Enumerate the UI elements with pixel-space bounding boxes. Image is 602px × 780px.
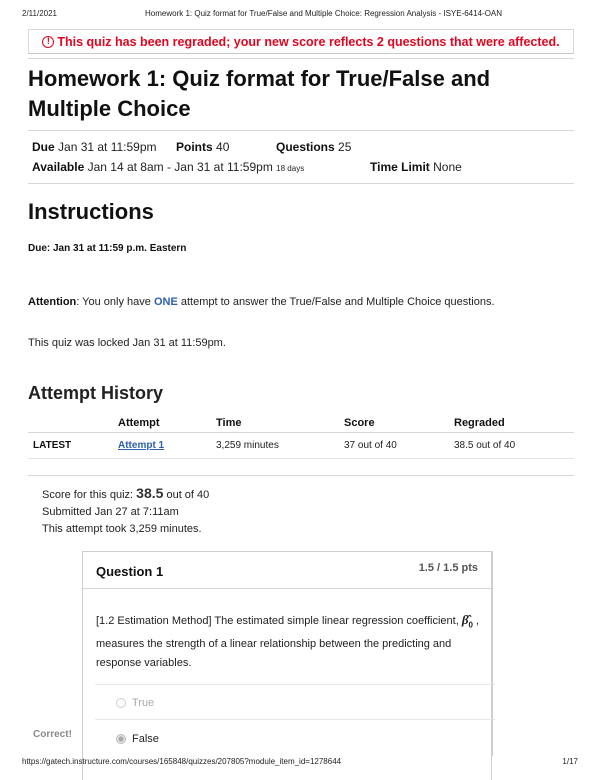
column-header-time: Time <box>216 417 242 429</box>
page-number: 1/17 <box>562 757 578 766</box>
points-label: Points <box>176 140 213 154</box>
attention-emphasis: ONE <box>153 296 178 308</box>
available-value: Jan 14 at 8am - Jan 31 at 11:59pm <box>87 160 273 174</box>
available-days: 18 days <box>276 164 305 173</box>
duration-line: This attempt took 3,259 minutes. <box>42 523 202 535</box>
time-limit-detail <box>370 160 462 174</box>
score-value: 38.5 <box>136 485 164 501</box>
quiz-score-line <box>42 485 209 504</box>
divider <box>95 684 495 685</box>
time-limit-label: Time Limit <box>370 160 430 174</box>
attempt-history-table <box>28 415 574 476</box>
beta-subscript: 0 <box>468 620 473 630</box>
alert-circle-icon: ! <box>42 36 54 48</box>
question-text-pre: [1.2 Estimation Method] The estimated simple linear regression coefficient, <box>96 615 462 627</box>
instructions-due-line: Due: Jan 31 at 11:59 p.m. Eastern <box>28 243 187 254</box>
divider <box>95 719 495 720</box>
answer-option-true[interactable] <box>116 697 154 709</box>
table-header-row <box>28 415 574 432</box>
column-header-attempt: Attempt <box>118 417 160 429</box>
attention-label: Attention <box>28 296 77 308</box>
available-detail <box>32 160 304 174</box>
question-text-post: , measures the strength of a linear relationship between the predicting and response variables. <box>96 615 480 669</box>
points-value: 40 <box>216 140 230 154</box>
questions-value: 25 <box>338 140 352 154</box>
beta-hat-symbol <box>461 612 473 630</box>
question-card-border <box>82 551 83 724</box>
questions-detail <box>276 140 351 154</box>
attention-text-pre: : You only have <box>76 296 154 308</box>
correct-answer-label: Correct! <box>33 729 72 740</box>
divider <box>28 130 574 131</box>
question-text <box>96 610 481 673</box>
submitted-line: Submitted Jan 27 at 7:11am <box>42 506 179 518</box>
locked-note: This quiz was locked Jan 31 at 11:59pm. <box>28 337 226 349</box>
due-value: Jan 31 at 11:59pm <box>58 140 157 154</box>
page-title: Homework 1: Quiz format for True/False and Multiple Choice <box>28 66 491 121</box>
print-date: 2/11/2021 <box>22 9 57 18</box>
attempt-time: 3,259 minutes <box>216 440 279 451</box>
quiz-details-row-1 <box>32 140 157 154</box>
regrade-banner <box>28 29 574 54</box>
divider <box>28 183 574 184</box>
regrade-banner-text: This quiz has been regraded; your new score reflects 2 questions that were affected. <box>57 34 560 49</box>
print-header <box>0 9 602 21</box>
print-url: https://gatech.instructure.com/courses/165848/quizzes/207805?module_item_id=1278644 <box>22 757 342 766</box>
print-title: Homework 1: Quiz format for True/False and Multiple Choice: Regression Analysis - ISYE-6414-OAN <box>145 9 503 18</box>
question-card-border <box>82 746 83 756</box>
attention-text-post: attempt to answer the True/False and Multiple Choice questions. <box>177 296 495 308</box>
column-header-regraded: Regraded <box>454 417 505 429</box>
attempt-regraded-score: 38.5 out of 40 <box>454 440 516 451</box>
attention-note <box>28 296 495 308</box>
question-points: 1.5 / 1.5 pts <box>418 562 478 574</box>
answer-option-false[interactable] <box>116 733 159 745</box>
time-limit-value: None <box>433 160 462 174</box>
question-card-border <box>492 551 493 756</box>
question-card <box>82 551 492 780</box>
radio-unselected-icon[interactable] <box>116 698 126 708</box>
table-row <box>28 433 574 458</box>
available-label: Available <box>32 160 85 174</box>
beta-symbol: β̂ <box>461 612 469 627</box>
score-suffix: out of 40 <box>163 489 210 501</box>
instructions-heading: Instructions <box>28 199 154 224</box>
radio-selected-icon[interactable] <box>116 734 126 744</box>
answer-label: False <box>132 733 159 745</box>
attempt-score: 37 out of 40 <box>344 440 397 451</box>
score-summary <box>42 485 209 538</box>
due-label: Due <box>32 140 55 154</box>
questions-label: Questions <box>276 140 335 154</box>
row-label-latest: LATEST <box>33 440 72 451</box>
score-prefix: Score for this quiz: <box>42 489 137 501</box>
divider <box>28 475 574 476</box>
attempt-1-link[interactable]: Attempt 1 <box>118 440 165 451</box>
question-header <box>83 552 491 589</box>
attempt-history-heading: Attempt History <box>28 383 164 403</box>
table-spacer <box>28 459 574 475</box>
answer-label: True <box>132 697 155 709</box>
points-detail <box>176 140 229 154</box>
question-title: Question 1 <box>96 564 164 579</box>
divider <box>28 58 574 59</box>
column-header-score: Score <box>344 417 375 429</box>
